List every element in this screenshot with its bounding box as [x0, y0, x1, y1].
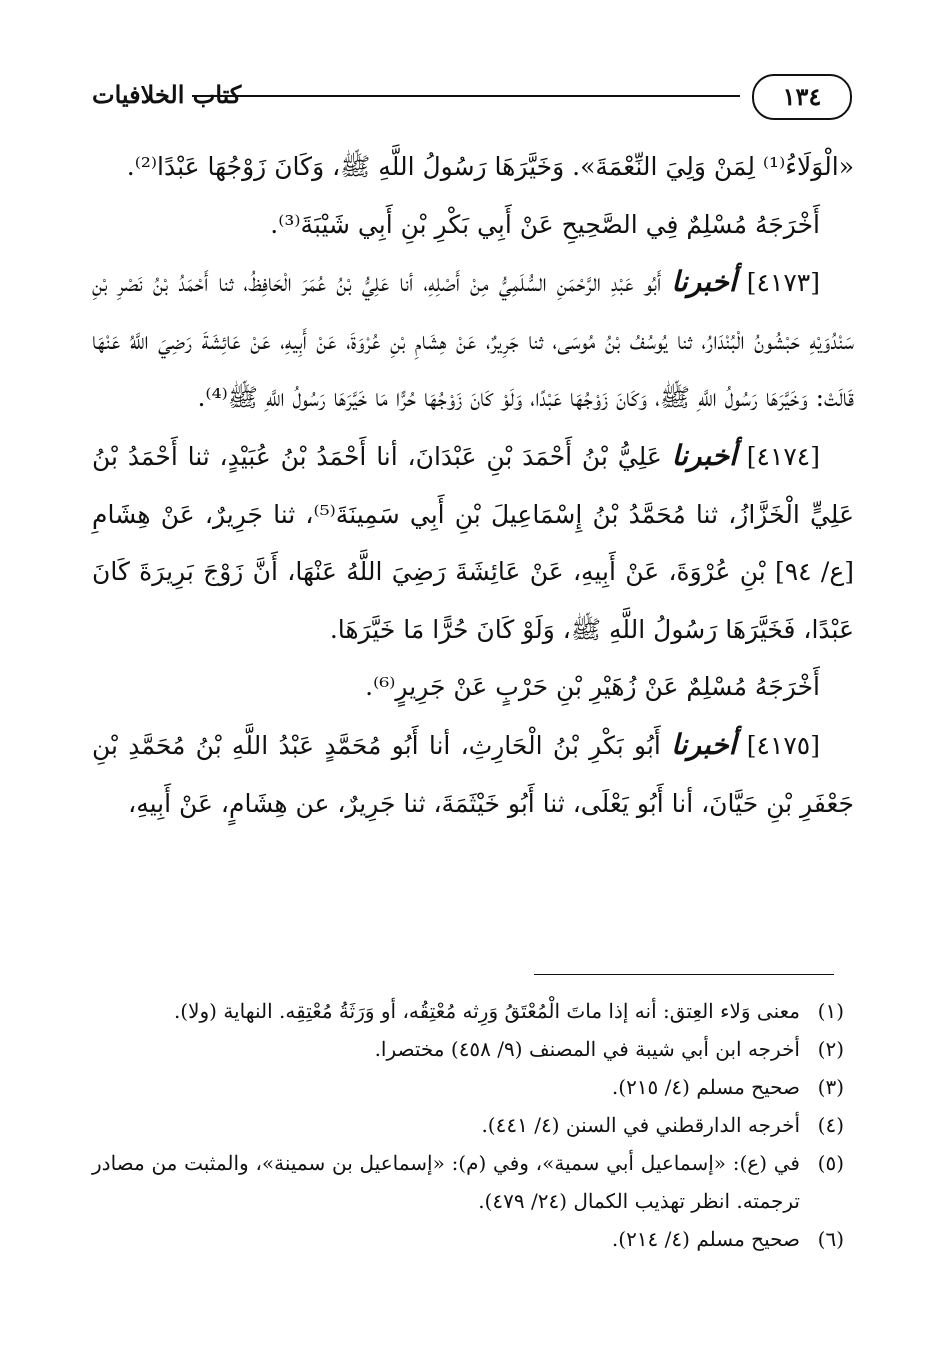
- hadith-number: [٤١٧٤]: [746, 441, 820, 471]
- footnote-text: أخرجه الدارقطني في السنن (٤/ ٤٤١).: [481, 1113, 800, 1137]
- footnote: [92, 1030, 844, 1068]
- footnote: [92, 992, 844, 1030]
- akhbarana-label: أخبرنا: [671, 265, 737, 299]
- footnote: [92, 1068, 844, 1106]
- footnote-number: (١): [817, 999, 844, 1023]
- footnote-number: (٤): [817, 1113, 844, 1137]
- paragraph-text: عَلِيُّ بْنُ أَحْمَدَ بْنِ عَبْدَانَ، أنا أَحْمَدُ بْنُ عُبَيْدٍ، ثنا أَحْمَدُ بْنُ عَلِيٍّ الْخَزَّازُ، ثنا مُحَمَّدُ بْنُ إِسْمَاعِيلَ بْنِ أَبِي سَمِينَةَ⁽⁵⁾، ثنا جَرِيرٌ، عَنْ هِشَامِ [ع/ ٩٤] بْنِ عُرْوَةَ، عَنْ أَبِيهِ، عَنْ عَائِشَةَ رَضِيَ اللَّهُ عَنْهَا، أَنَّ زَوْجَ بَرِيرَةَ كَانَ عَبْدًا، فَخَيَّرَهَا رَسُولُ اللَّهِ ﷺ، وَلَوْ كَانَ حُرًّا مَا خَيَّرَهَا.: [92, 441, 854, 644]
- footnote-text: في (ع): «إسماعيل أبي سمية»، وفي (م): «إسماعيل بن سمينة»، والمثبت من مصادر ترجمته. انظر تهذيب الكمال (٢٤/ ٤٧٩).: [92, 1151, 800, 1213]
- hadith-paragraph: [92, 427, 854, 658]
- paragraph-text: أَبُو بَكْرِ بْنُ الْحَارِثِ، أنا أَبُو مُحَمَّدٍ عَبْدُ اللَّهِ بْنُ مُحَمَّدِ بْنِ جَعْفَرِ بْنِ حَيَّانَ، أنا أَبُو يَعْلَى، ثنا أَبُو خَيْثَمَةَ، ثنا جَرِيرٌ، عن هِشَامٍ، عَنْ أَبِيهِ،: [92, 730, 854, 818]
- paragraph-text: «الْوَلَاءُ⁽¹⁾ لِمَنْ وَلِيَ النِّعْمَةَ». وَخَيَّرَهَا رَسُولُ اللَّهِ ﷺ، وَكَانَ زَوْجُهَا عَبْدًا⁽²⁾.: [126, 152, 854, 181]
- paragraph-text: أَبُو عَبْدِ الرَّحْمَنِ السُّلَمِيُّ مِنْ أَصْلِهِ، أنا عَلِيُّ بْنُ عُمَرَ الْحَافِظُ، ثنا أَحْمَدُ بْنُ نَصْرِ بْنِ سَنْدُوَيْهِ حَبْشُونُ الْبُنْدَارُ، ثنا يُوسُفُ بْنُ مُوسَى، ثنا جَرِيرٌ، عَنْ هِشَامِ بْنِ عُرْوَةَ، عَنْ أَبِيهِ، عَنْ عَائِشَةَ رَضِيَ اللَّهُ عَنْهَا قَالَتْ: وَخَيَّرَهَا رَسُولُ اللَّهِ ﷺ، وَكَانَ زَوْجُهَا عَبْدًا، وَلَوْ كَانَ زَوْجُهَا حُرًّا مَا خَيَّرَهَا رَسُولُ اللَّهِ ﷺ⁽⁴⁾.: [92, 268, 854, 413]
- paragraph: [92, 658, 854, 716]
- footnote-number: (٦): [817, 1227, 844, 1251]
- hadith-number: [٤١٧٥]: [746, 730, 820, 760]
- footnote-text: صحيح مسلم (٤/ ٢١٥).: [611, 1075, 800, 1099]
- footnote-text: معنى وَلاء العِتق: أنه إذا ماتَ الْمُعْتَقُ وَرِثه مُعْتِقُه، أو وَرَثَةُ مُعْتِقِه. النهاية (ولا).: [173, 999, 800, 1023]
- book-title: كتاب الخلافيات: [92, 80, 242, 109]
- footnote-text: صحيح مسلم (٤/ ٢١٤).: [611, 1227, 800, 1251]
- footnote-number: (٣): [817, 1075, 844, 1099]
- footnote-text: أخرجه ابن أبي شيبة في المصنف (٩/ ٤٥٨) مختصرا.: [374, 1037, 800, 1061]
- akhbarana-label: أخبرنا: [671, 438, 737, 472]
- footnote-divider: [534, 974, 834, 975]
- footnote: [92, 1106, 844, 1144]
- header-rule: [192, 95, 740, 97]
- hadith-paragraph: [92, 716, 854, 832]
- hadith-number: [٤١٧٣]: [746, 268, 820, 298]
- hadith-paragraph: [92, 253, 854, 427]
- paragraph-text: أَخْرَجَهُ مُسْلِمٌ عَنْ زُهَيْرِ بْنِ حَرْبٍ عَنْ جَرِيرٍ⁽⁶⁾.: [365, 672, 820, 702]
- paragraph: [92, 196, 854, 254]
- footnote: [92, 1144, 844, 1220]
- akhbarana-label: أخبرنا: [671, 727, 737, 761]
- paragraph-text: أَخْرَجَهُ مُسْلِمٌ فِي الصَّحِيحِ عَنْ أَبِي بَكْرِ بْنِ أَبِي شَيْبَةَ⁽³⁾.: [270, 209, 820, 239]
- footnote-number: (٢): [817, 1037, 844, 1061]
- footnote-number: (٥): [817, 1151, 844, 1175]
- footnote: [92, 1220, 844, 1258]
- footnotes: [92, 992, 844, 1258]
- page-number-badge: ١٣٤: [752, 74, 852, 120]
- main-text: [92, 138, 854, 832]
- paragraph: [92, 138, 854, 196]
- page-header: [92, 74, 852, 122]
